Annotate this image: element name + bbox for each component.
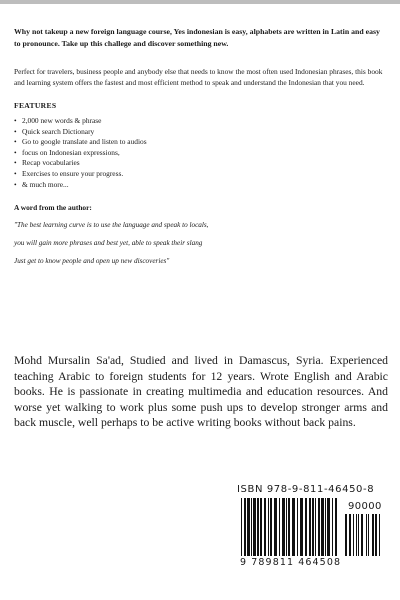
intro-bold-text: Why not takeup a new foreign language course, Yes indonesian is easy, alphabets are written in Latin and easy to pronounce. Take up this challege and discover something new. xyxy=(14,27,380,48)
barcode-addon-bar xyxy=(372,514,374,556)
barcode-bar xyxy=(286,498,287,556)
barcode-bar xyxy=(325,498,326,556)
feature-item: • Go to google translate and listen to audios xyxy=(14,137,386,148)
feature-item: • & much more... xyxy=(14,180,386,191)
barcode-bar xyxy=(315,498,316,556)
author-quote-line: you will gain more phrases and best yet, able to speak their slang xyxy=(14,239,203,248)
barcode-addon-bar xyxy=(349,514,351,556)
barcode-bar xyxy=(270,498,272,556)
barcode-bar xyxy=(241,498,242,556)
barcode-bar xyxy=(332,498,333,556)
features-heading: FEATURES xyxy=(14,101,57,110)
barcode-addon-bar xyxy=(379,514,380,556)
feature-item: • Recap vocabularies xyxy=(14,158,386,169)
isbn-label: ISBN 978-9-811-46450-8 xyxy=(237,484,375,495)
price-code: 90000 xyxy=(348,501,382,512)
feature-item: • Quick search Dictionary xyxy=(14,127,386,138)
barcode-bar xyxy=(297,498,298,556)
author-note-heading: A word from the author: xyxy=(14,203,92,213)
barcode-bar xyxy=(274,498,277,556)
barcode-bar xyxy=(288,498,290,556)
feature-item: • focus on Indonesian expressions, xyxy=(14,148,386,159)
author-quote-line: Just get to know people and open up new discoveries" xyxy=(14,257,170,266)
barcode-bar xyxy=(305,498,307,556)
isbn-barcode xyxy=(237,484,387,574)
barcode-bar xyxy=(251,498,252,556)
feature-item: • 2,000 new words & phrase xyxy=(14,116,386,127)
barcode-bar xyxy=(321,498,324,556)
feature-item: • Exercises to ensure your progress. xyxy=(14,169,386,180)
barcode-bar xyxy=(309,498,311,556)
intro-paragraph: Perfect for travelers, business people and anybody else that needs to know the most often used Indonesian phrases, this book and learning system offers the fastest and most efficient method to speak and understand the Indonesian that you need. xyxy=(14,67,383,87)
barcode-bar xyxy=(268,498,269,556)
barcode-bar xyxy=(300,498,303,556)
barcode-bar xyxy=(257,498,259,556)
barcode-number: 9 789811 464508 xyxy=(240,557,342,568)
barcode-bar xyxy=(312,498,314,556)
barcode-bar xyxy=(253,498,256,556)
barcode-bar xyxy=(318,498,320,556)
barcode-bar xyxy=(244,498,246,556)
barcode-bar xyxy=(292,498,295,556)
barcode-bar xyxy=(279,498,280,556)
top-border xyxy=(0,0,400,4)
barcode-addon-bar xyxy=(361,514,363,556)
barcode-addon-bar xyxy=(368,514,369,556)
barcode-addon-bar xyxy=(345,514,347,556)
barcode-bar xyxy=(260,498,262,556)
barcode-bar xyxy=(264,498,266,556)
features-list xyxy=(14,116,386,190)
barcode-addon-bar xyxy=(375,514,377,556)
barcode-addon-bar xyxy=(353,514,354,556)
back-cover-text xyxy=(14,14,386,266)
barcode-addon-bar xyxy=(366,514,367,556)
barcode-addon-bar xyxy=(356,514,357,556)
barcode-addon-bar xyxy=(358,514,359,556)
barcode-bar xyxy=(327,498,330,556)
author-quote-line: "The best learning curve is to use the language and speak to locals, xyxy=(14,221,209,230)
author-bio: Mohd Mursalin Sa'ad, Studied and lived in Damascus, Syria. Experienced teaching Arabic to foreign students for 12 years. Wrote English and Arabic books. He is passionate in creating multimedia and education resources. And worse yet walking to work plus some push ups to develop stronger arms and back muscle, well perhaps to be active writing books without back pains. xyxy=(14,354,388,429)
barcode-bar xyxy=(247,498,250,556)
barcode-bar xyxy=(282,498,285,556)
barcode-bar xyxy=(335,498,337,556)
